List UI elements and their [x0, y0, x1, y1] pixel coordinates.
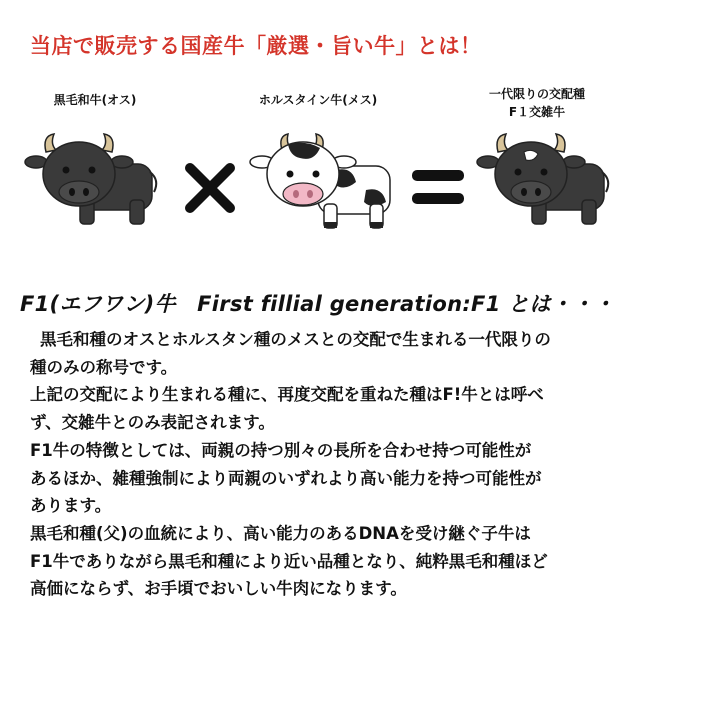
paragraph-line: F1牛でありながら黒毛和種により近い品種となり、純粋黒毛和種ほど	[30, 551, 548, 571]
mother-label: ホルスタイン牛(メス)	[258, 93, 378, 107]
paragraph-line: ず、交雑牛とのみ表記されます。	[30, 413, 275, 433]
f1-heading: F1(エフワン)牛 First fillial generation:F1 とは・・・	[20, 292, 615, 316]
equals-icon	[408, 164, 468, 210]
father-label: 黒毛和牛(オス)	[53, 93, 137, 107]
paragraph-line: 黒毛和種のオスとホルスタン種のメスとの交配で生まれる一代限りの	[40, 330, 551, 349]
result-label-line1: 一代限りの交配種	[488, 87, 585, 101]
holstein-cow-icon	[248, 130, 398, 235]
page-title: 当店で販売する国産牛「厳選・旨い牛」とは！	[30, 34, 482, 58]
paragraph-line: 種のみの称号です。	[30, 357, 178, 377]
paragraph-line: F1牛の特徴としては、両親の持つ別々の長所を合わせ持つ可能性が	[30, 440, 532, 460]
paragraph-line: 高価にならず、お手頃でおいしい牛肉になります。	[30, 579, 407, 599]
multiply-icon	[182, 160, 238, 216]
description-paragraph	[30, 326, 702, 603]
f1-crossbreed-cow-icon	[476, 130, 616, 230]
result-label-line2: F１交雑牛	[508, 105, 566, 119]
paragraph-line: あるほか、雑種強制により両親のいずれより高い能力を持つ可能性が	[30, 468, 542, 488]
paragraph-line: あります。	[30, 496, 112, 516]
black-wagyu-cow-icon	[24, 130, 164, 230]
paragraph-line: 黒毛和種(父)の血統により、高い能力のあるDNAを受け継ぐ子牛は	[30, 523, 531, 543]
paragraph-line: 上記の交配により生まれる種に、再度交配を重ねた種はF!牛とは呼べ	[30, 385, 544, 405]
